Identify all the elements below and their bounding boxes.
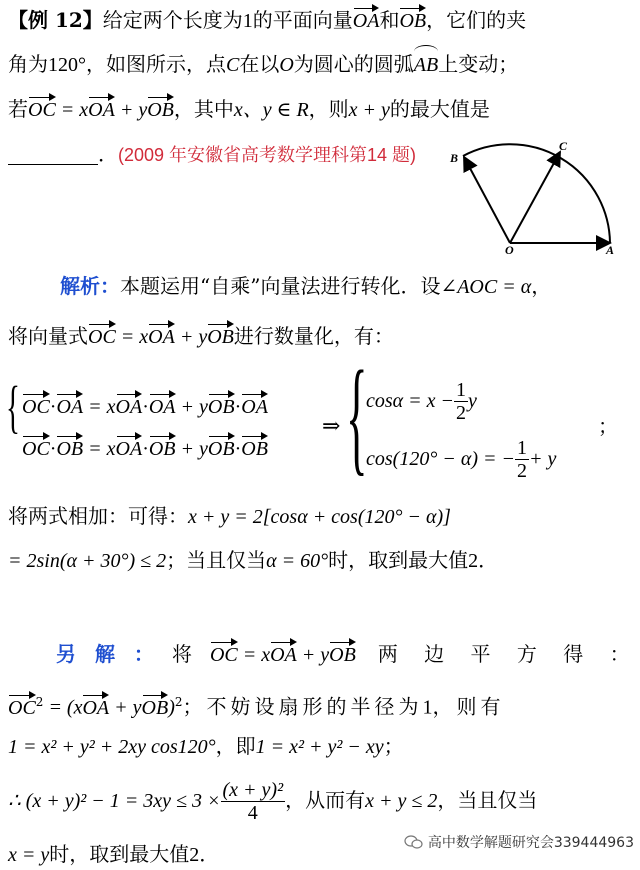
problem-line-4: ．(2009 年安徽省高考数学理科第14 题) xyxy=(8,140,416,169)
alt-line-5: x = y时，取到最大值2． xyxy=(8,842,220,866)
solution-head: 解析： xyxy=(60,274,120,298)
left-brace: { xyxy=(6,374,20,439)
source-note: (2009 年安徽省高考数学理科第14 题) xyxy=(118,145,417,165)
wechat-icon xyxy=(404,835,424,849)
label-B: B xyxy=(450,151,459,165)
system-left-1: OC·OA = xOA·OA + yOB·OA xyxy=(22,392,268,421)
implies-arrow: ⇒ xyxy=(322,413,341,438)
fraction-half-1: $\frac{1}{2}$ xyxy=(456,379,467,424)
vector-OA: OA xyxy=(353,7,380,35)
answer-blank xyxy=(8,144,98,165)
alt-head: 另 解 ： xyxy=(56,642,160,666)
system-right-2: cos(120° − α) = − $\frac{1}{2}$ + y xyxy=(366,437,557,482)
problem-line-3: 若OC = xOA + yOB，其中x、y ∈ R，则x + y的最大值是 xyxy=(8,95,490,124)
segment-OB xyxy=(464,157,510,243)
system-right-1: cosα = x − $\frac{1}{2}$ y xyxy=(366,379,477,424)
arc-AB: AB xyxy=(414,51,438,79)
problem-line-1: 【例 12】给定两个长度为1的平面向量OA和OB，它们的夹 xyxy=(8,6,526,35)
label-C: C xyxy=(559,140,568,153)
example-tag: 【例 12】 xyxy=(8,8,103,32)
label-A: A xyxy=(606,243,615,255)
fraction-half-2: $\frac{1}{2}$ xyxy=(516,437,527,482)
watermark: 高中数学解题研究会339444963 xyxy=(404,832,634,852)
alt-line-2: $OC^2 = (xOA + yOB)^2$；不妨设扇形的半径为1，则有 xyxy=(8,688,505,722)
solution-line-2: 将向量式OC = xOA + yOB进行数量化，有： xyxy=(8,322,394,351)
system-left-2: OC·OB = xOA·OB + yOB·OB xyxy=(22,434,268,463)
label-O: O xyxy=(505,243,514,255)
alt-line-3: 1 = x² + y² + 2xy cos120°，即1 = x² + y² − xy； xyxy=(8,734,404,758)
segment-OC xyxy=(510,152,560,243)
alt-line-1: 另 解 ： 将 OC = xOA + yOB 两 边 平 方 得 ： xyxy=(56,640,640,669)
solution-line-1: 解析：本题运用“自乘”向量法进行转化．设∠AOC = α， xyxy=(60,274,552,298)
problem-line-2: 角为120°，如图所示，点C在以O为圆心的圆弧AB上变动； xyxy=(8,50,518,79)
fraction-sum-squared: $\frac{\text{(x + y)²}}{4}$ xyxy=(222,779,284,824)
system-semicolon: ； xyxy=(598,414,618,438)
solution-result-line: = 2sin(α + 30°) ≤ 2；当且仅当α = 60°时，取到最大值2． xyxy=(8,548,499,572)
sector-figure xyxy=(445,140,625,255)
right-brace: { xyxy=(346,345,368,487)
vector-OB: OB xyxy=(399,7,426,35)
solution-sum-line: 将两式相加：可得：x + y = 2[cosα + cos(120° − α)] xyxy=(8,504,451,528)
alt-line-4: ∴ (x + y)² − 1 = 3xy ≤ 3 × $\frac{\text{(x + y)²}}{4}$ ，从而有x + y ≤ 2，当且仅当 xyxy=(8,779,538,824)
